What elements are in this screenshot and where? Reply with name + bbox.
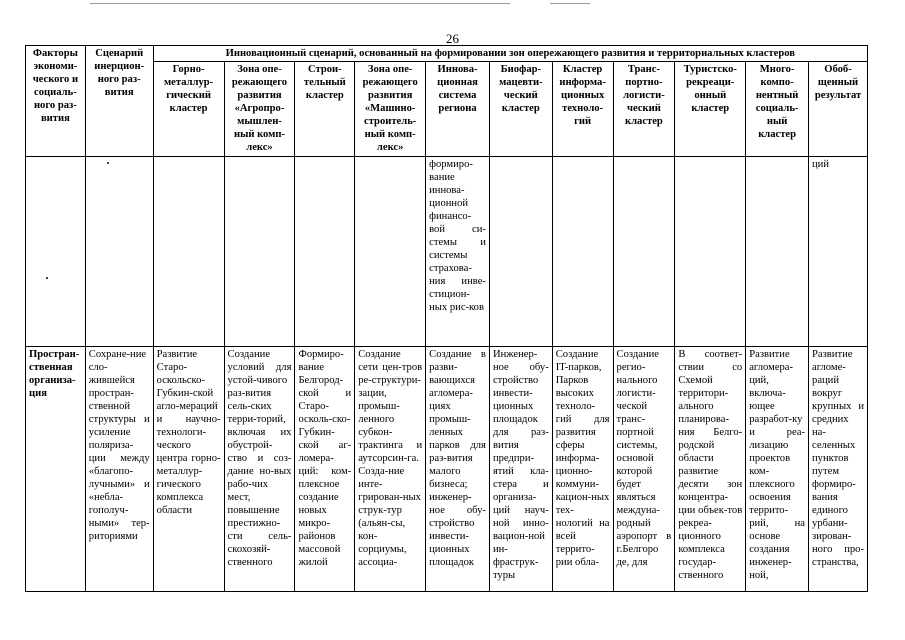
table-cell: Создание условий для устой-чивого раз-вития сель-ских терри-торий, включая их обустрой-ство и соз-дание но-вых рабо-чих мест, повышение престижно-сти сель-скохозяй-ственного	[224, 347, 295, 592]
column-header: Иннова-ционная система региона	[426, 62, 490, 157]
header-row-1	[26, 46, 868, 62]
table-cell	[675, 157, 746, 347]
spatial-organization-row	[26, 347, 868, 592]
table-cell	[26, 157, 86, 347]
column-header: Биофар-мацевти-ческий кластер	[489, 62, 552, 157]
table-cell	[746, 157, 809, 347]
header-innovation: Инновационный сценарий, основанный на формировании зон опережающего развития и территориальных кластеров	[153, 46, 867, 62]
scenario-table	[25, 45, 868, 592]
table-cell: Инженер-ное обу-стройство инвести-ционных площадок для раз-вития предпри-ятий кла-стера и организа-ций науч-ной инно-вацион-ной ин-фраструк-туры	[489, 347, 552, 592]
column-header: Обоб-щенный результат	[809, 62, 868, 157]
table-cell: Создание IT-парков, Парков высоких техноло-гий для развития сферы информа-ционно-коммуни-кацион-ных тех-нологий на всей террито-рии обла-	[552, 347, 613, 592]
column-header: Много-компо-нентный социаль-ный кластер	[746, 62, 809, 157]
table-cell: формиро-вание иннова-ционной финансо-вой си-стемы и системы страхова-ния инве-стицион-ных рис-ков	[426, 157, 490, 347]
continuation-row	[26, 157, 868, 347]
table-cell	[153, 157, 224, 347]
table-cell: Создание регио-нального логисти-ческой транс-портной системы, основой которой будет являться междуна-родный аэропорт в г.Белгоро де, для	[613, 347, 675, 592]
table-cell	[552, 157, 613, 347]
column-header: Строи-тельный кластер	[295, 62, 355, 157]
scan-edge-line	[550, 3, 590, 4]
table-cell: Развитие Старо-оскольско-Губкин-ской агло-мераций и научно-технологи-ческого центра горно-металлур-гического комплекса области	[153, 347, 224, 592]
table-cell: Формиро-вание Белгород-ской и Старо-осколь-ско-Губкин-ской аг-ломера-ций: ком-плексное создание новых микро-районов массовой жилой	[295, 347, 355, 592]
table-cell: Создание сети цен-тров ре-структури-зации, промыш-ленного субкон-трактинга и аутсорсин-га. Созда-ние инте-грирован-ных струк-тур (альян-сы, кон-сорциумы, ассоциа-	[355, 347, 426, 592]
column-header: Туристско-рекреаци-онный кластер	[675, 62, 746, 157]
header-inertia: Сценарий инерцион-ного раз-вития	[85, 46, 153, 157]
table-cell: В соответ-ствии со Схемой территори-ального планирова-ния Белго-родской области развитие десяти зон концентра-ции объек-тов рекреа-ционного комплекса государ-ственного	[675, 347, 746, 592]
table-cell	[489, 157, 552, 347]
table-cell	[224, 157, 295, 347]
table-cell	[85, 157, 153, 347]
column-header: Зона опе-режающего развития «Агропро-мышлен-ный комп-лекс»	[224, 62, 295, 157]
table-cell: Развитие агломе-раций вокруг крупных и средних на-селенных пунктов путем формиро-вания единого урбани-зирован-ного про-странства,	[809, 347, 868, 592]
header-factors: Факторы экономи-ческого и социаль-ного раз-вития	[26, 46, 86, 157]
page-number: 26	[446, 31, 459, 46]
column-header: Кластер информа-ционных техноло-гий	[552, 62, 613, 157]
row-factor: Простран-ственная организа-ция	[26, 347, 86, 592]
table-cell	[295, 157, 355, 347]
table-cell: Создание в разви-вающихся агломера-циях промыш-ленных парков для раз-вития малого бизнеса; инженер-ное обу-стройство инвести-ционных площадок	[426, 347, 490, 592]
column-header: Зона опе-режающего развития «Машино-строитель-ный комп-лекс»	[355, 62, 426, 157]
table-cell	[355, 157, 426, 347]
scan-edge-line	[90, 3, 510, 4]
column-header: Транс-портно-логисти-ческий кластер	[613, 62, 675, 157]
table-cell	[613, 157, 675, 347]
table-cell: Развитие агломера-ций, включа-ющее разработ-ку и реа-лизацию проектов ком-плексного освоения террито-рий, на основе создания инженер-ной,	[746, 347, 809, 592]
column-header: Горно-металлур-гический кластер	[153, 62, 224, 157]
table-cell: ций	[809, 157, 868, 347]
table-cell: Сохране-ние сло-жившейся простран-ственной структуры и усиление поляриза-ции между «благопо-лучными» и «небла-гополуч-ными» тер-риториями	[85, 347, 153, 592]
